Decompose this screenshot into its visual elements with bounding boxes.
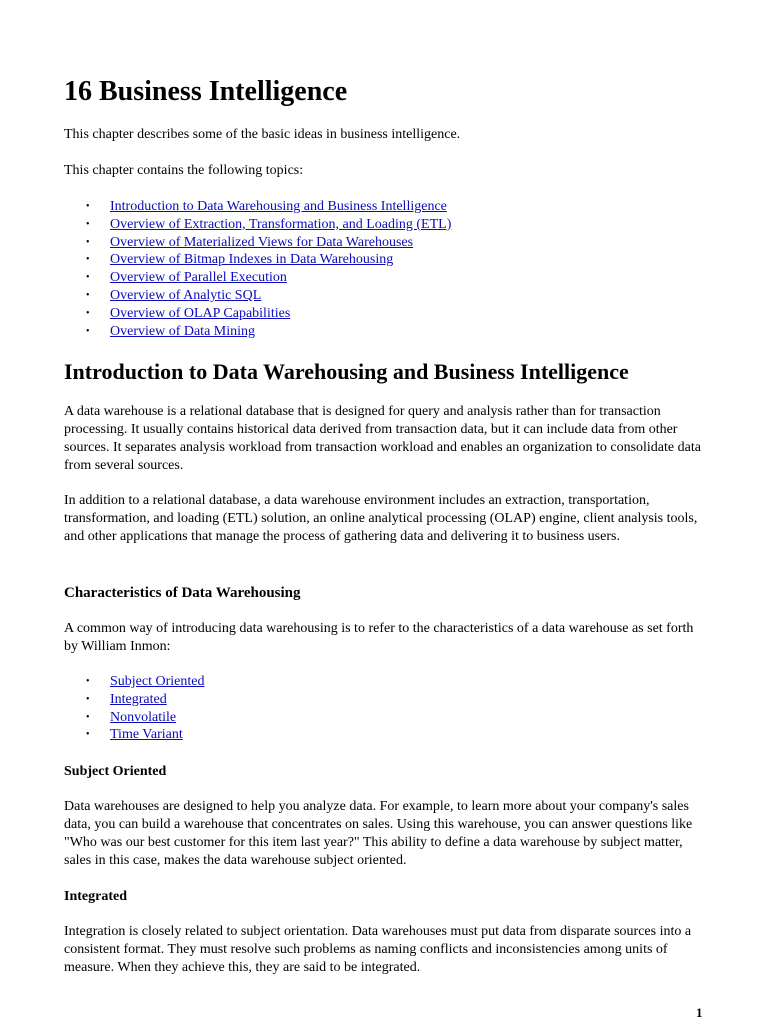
bullet-icon: • [86, 289, 90, 301]
integrated-paragraph: Integration is closely related to subject orientation. Data warehouses must put data from disparate sources into a consistent format. They must resolve such problems as naming conflicts and inconsistencies among units of measure. When they achieve this, they are said to be integrated. [64, 924, 692, 975]
topic-item [64, 198, 451, 216]
section-heading: Introduction to Data Warehousing and Business Intelligence [64, 359, 629, 384]
bullet-icon: • [86, 272, 90, 284]
topic-item [64, 287, 451, 305]
topic-link-intro[interactable]: Introduction to Data Warehousing and Business Intelligence [110, 199, 447, 214]
intro-paragraph: This chapter describes some of the basic ideas in business intelligence. [64, 127, 461, 142]
characteristics-list [64, 673, 204, 744]
page-number: 1 [696, 1005, 703, 1020]
characteristic-link-nonvolatile[interactable]: Nonvolatile [110, 709, 177, 725]
chapter-title: 16 Business Intelligence [64, 76, 348, 107]
characteristic-link-integrated[interactable]: Integrated [110, 691, 167, 707]
topic-link-analytic-sql[interactable]: Overview of Analytic SQL [110, 287, 262, 303]
bullet-icon: • [86, 676, 90, 687]
characteristic-item [64, 709, 204, 727]
topic-link-materialized-views[interactable]: Overview of Materialized Views for Data Warehouses [110, 234, 414, 250]
bullet-icon: • [86, 201, 90, 212]
topic-link-bitmap-indexes[interactable]: Overview of Bitmap Indexes in Data Warehousing [110, 252, 394, 268]
bullet-icon: • [86, 236, 90, 248]
topic-item [64, 323, 451, 341]
characteristic-item [64, 673, 204, 691]
bullet-icon: • [86, 307, 90, 319]
topic-item [64, 269, 451, 287]
topic-item [64, 234, 451, 252]
subsection-paragraph: A common way of introducing data warehousing is to refer to the characteristics of a data warehouse as set forth by William Inmon: [64, 621, 694, 654]
subject-oriented-heading: Subject Oriented [64, 764, 167, 779]
bullet-icon: • [86, 254, 90, 266]
bullet-icon: • [86, 218, 90, 230]
bullet-icon: • [86, 693, 90, 705]
integrated-heading: Integrated [64, 889, 127, 904]
characteristic-item [64, 726, 204, 744]
topic-item [64, 251, 451, 269]
bullet-icon: • [86, 711, 90, 723]
characteristic-link-subject-oriented[interactable]: Subject Oriented [110, 674, 205, 689]
topics-list [64, 198, 451, 340]
section-paragraph-2: In addition to a relational database, a data warehouse environment includes an extraction, transportation, transformation, and loading (ETL) solution, an online analytical processing (OLAP) engine, client analysis tools, and other applications that manage the process of gathering data and delivering it to business users. [64, 493, 698, 544]
topic-link-parallel-execution[interactable]: Overview of Parallel Execution [110, 270, 287, 286]
topic-link-data-mining[interactable]: Overview of Data Mining [110, 323, 256, 339]
bullet-icon: • [86, 325, 90, 337]
topic-item [64, 216, 451, 234]
topics-intro: This chapter contains the following topics: [64, 163, 304, 178]
section-paragraph-1: A data warehouse is a relational database that is designed for query and analysis rather than for transaction processing. It usually contains historical data derived from transaction data, but it can include data from other sources. It separates analysis workload from transaction workload and enables an organization to consolidate data from several sources. [64, 404, 701, 473]
topic-link-olap[interactable]: Overview of OLAP Capabilities [110, 305, 291, 321]
characteristic-link-time-variant[interactable]: Time Variant [110, 727, 183, 743]
subsection-heading: Characteristics of Data Warehousing [64, 585, 301, 601]
bullet-icon: • [86, 729, 90, 741]
topic-link-etl[interactable]: Overview of Extraction, Transformation, and Loading (ETL) [110, 216, 452, 232]
topic-item [64, 305, 451, 323]
characteristic-item [64, 691, 204, 709]
subject-oriented-paragraph: Data warehouses are designed to help you analyze data. For example, to learn more about your company's sales data, you can build a warehouse that concentrates on sales. Using this warehouse, you can answer questions like "Who was our best customer for this item last year?" This ability to define a data warehouse by subject matter, sales in this case, makes the data warehouse subject oriented. [64, 799, 693, 868]
